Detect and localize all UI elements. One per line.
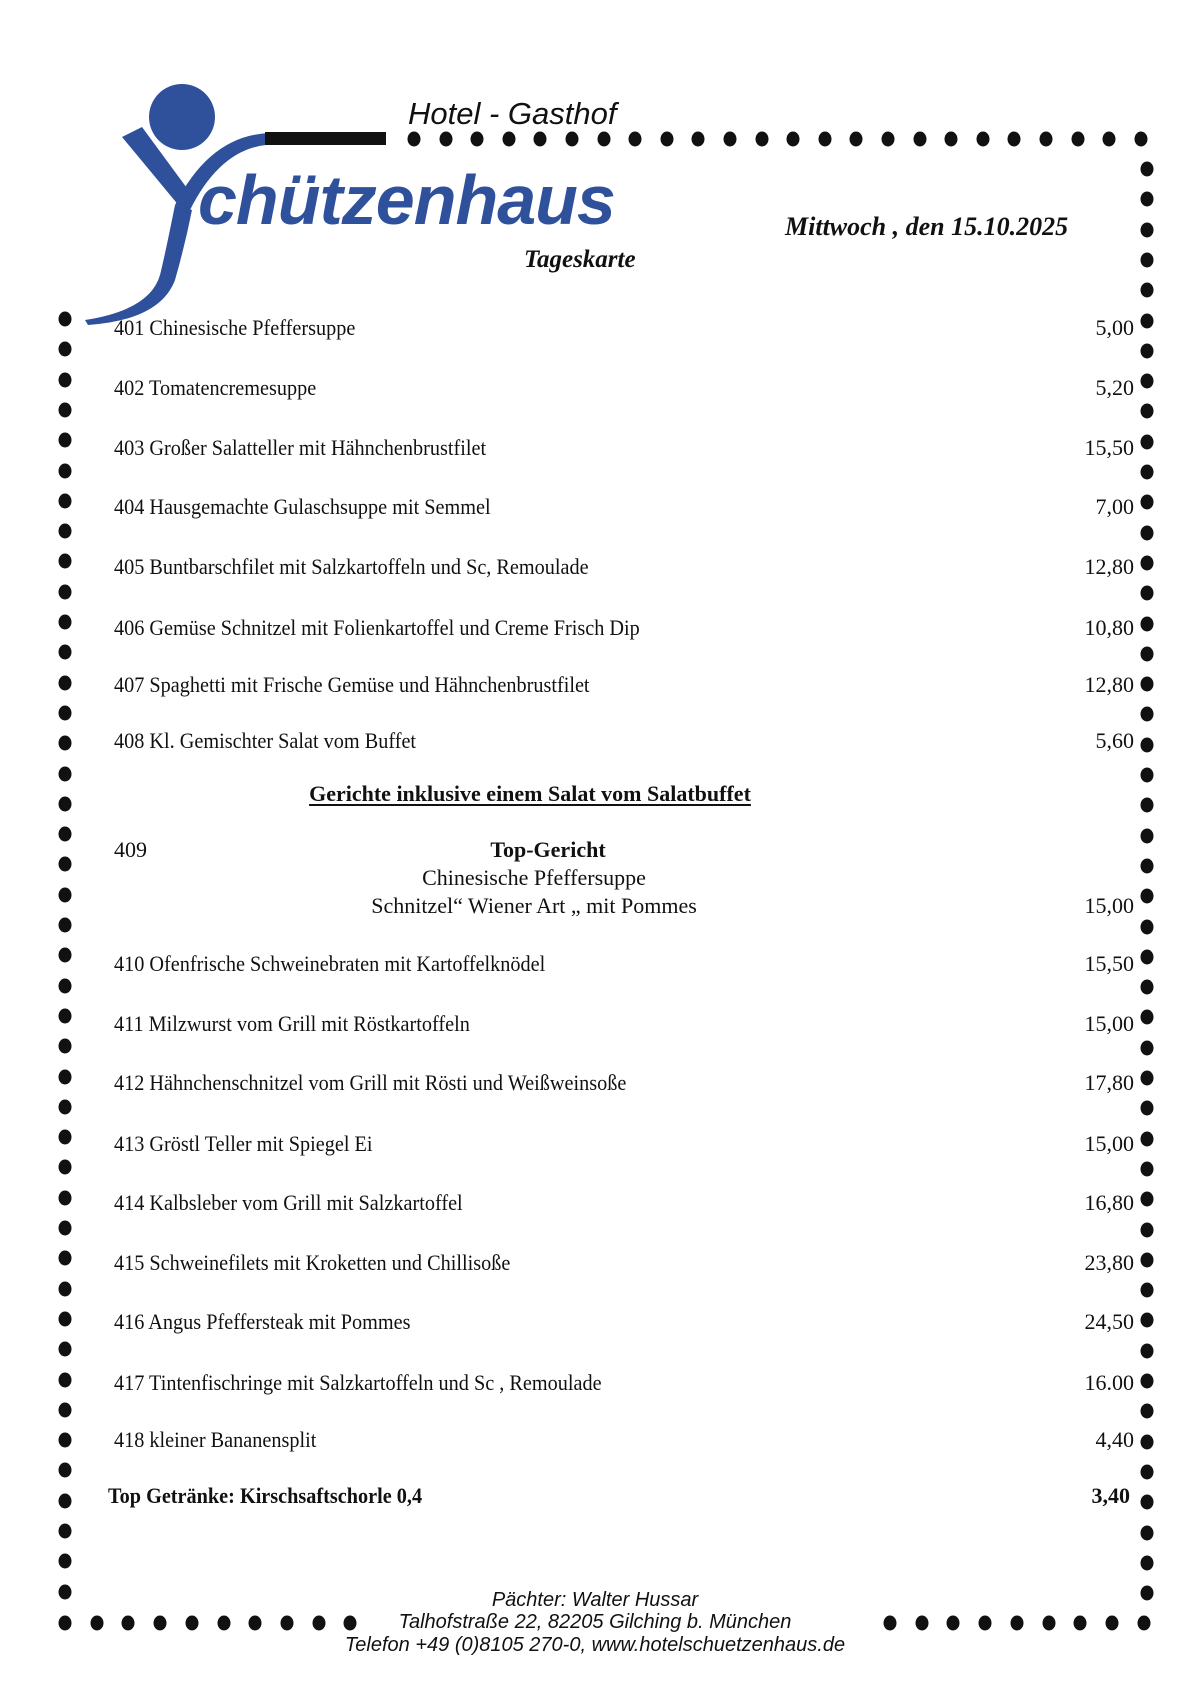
border-dot [59, 1221, 72, 1236]
menu-item-name: 416 Angus Pfeffersteak mit Pommes [114, 1309, 411, 1334]
border-dot [59, 1402, 72, 1417]
border-dot [59, 342, 72, 357]
menu-item-name: 405 Buntbarschfilet mit Salzkartoffeln und Sc, Remoulade [114, 554, 589, 579]
border-dot [1141, 1192, 1154, 1207]
border-dot [1141, 192, 1154, 207]
border-dot [1141, 162, 1154, 177]
menu-item-price: 24,50 [1084, 1309, 1134, 1334]
logo-brand: chützenhaus [198, 161, 615, 239]
border-dot [1141, 1525, 1154, 1540]
border-dot [1141, 343, 1154, 358]
border-dot [1141, 1040, 1154, 1055]
border-dot [1141, 1071, 1154, 1086]
border-dot [439, 132, 452, 147]
menu-item-name: 412 Hähnchenschnitzel vom Grill mit Rösti und Weißweinsoße [114, 1070, 627, 1095]
menu-item-price: 15,50 [1084, 435, 1134, 460]
border-dot [1141, 646, 1154, 661]
menu-item-price: 10,80 [1084, 615, 1134, 640]
border-dot [59, 433, 72, 448]
border-dot [1141, 404, 1154, 419]
border-dot [1103, 132, 1116, 147]
border-dot [471, 132, 484, 147]
border-dot [1141, 1495, 1154, 1510]
border-dot [1141, 1374, 1154, 1389]
border-dot [59, 1281, 72, 1296]
border-dot [59, 705, 72, 720]
menu-item-name: 403 Großer Salatteller mit Hähnchenbrustfilet [114, 435, 487, 460]
top-dish-title: Top-Gericht [490, 837, 606, 862]
border-dot [59, 584, 72, 599]
border-dot [566, 132, 579, 147]
border-dot [1141, 495, 1154, 510]
border-dot [913, 132, 926, 147]
border-dot [692, 132, 705, 147]
border-dot [850, 132, 863, 147]
border-dot [1141, 1434, 1154, 1449]
menu-item-price: 5,60 [1095, 728, 1134, 753]
menu-item-name: 406 Gemüse Schnitzel mit Folienkartoffel und Creme Frisch Dip [114, 615, 640, 640]
border-dot [1141, 1555, 1154, 1570]
border-dot [1141, 283, 1154, 298]
page-title: Tageskarte [524, 246, 636, 273]
menu-item-price: 16,80 [1084, 1190, 1134, 1215]
menu-item-price: 17,80 [1084, 1070, 1134, 1095]
border-dot [59, 1190, 72, 1205]
border-dot [1141, 828, 1154, 843]
border-dot [1141, 1252, 1154, 1267]
border-dot [1141, 858, 1154, 873]
border-dot [59, 1099, 72, 1114]
border-dot [1141, 889, 1154, 904]
border-dot [945, 132, 958, 147]
border-dot [882, 132, 895, 147]
border-dot [59, 1524, 72, 1539]
menu-item-name: 413 Gröstl Teller mit Spiegel Ei [114, 1131, 373, 1156]
border-dot [1141, 1283, 1154, 1298]
menu-item-name: 410 Ofenfrische Schweinebraten mit Kartoffelknödel [114, 951, 546, 976]
border-dot [59, 1039, 72, 1054]
border-dot [59, 312, 72, 327]
border-dot [1141, 707, 1154, 722]
border-dot [59, 1311, 72, 1326]
border-dot [1141, 465, 1154, 480]
menu-item-name: 408 Kl. Gemischter Salat vom Buffet [114, 728, 417, 753]
border-dot [1008, 132, 1021, 147]
top-dish-price: 15,00 [1084, 893, 1134, 918]
menu-item-name: 418 kleiner Bananensplit [114, 1427, 317, 1452]
border-dot [59, 1433, 72, 1448]
menu-item-price: 12,80 [1084, 554, 1134, 579]
border-dot [1141, 222, 1154, 237]
border-dot [1141, 1222, 1154, 1237]
border-dot [660, 132, 673, 147]
border-dot [1141, 798, 1154, 813]
border-dot [59, 978, 72, 993]
border-dot [534, 132, 547, 147]
menu-item-name: 401 Chinesische Pfeffersuppe [114, 315, 356, 340]
border-dot [1141, 374, 1154, 389]
border-dot [1141, 919, 1154, 934]
menu-item-price: 16.00 [1084, 1370, 1134, 1395]
border-dot [59, 493, 72, 508]
border-dot [59, 1160, 72, 1175]
border-dot [59, 918, 72, 933]
border-dot [59, 1463, 72, 1478]
border-dot [1141, 252, 1154, 267]
border-dot [1141, 768, 1154, 783]
border-dot [59, 675, 72, 690]
border-dot [1071, 132, 1084, 147]
menu-item-name: 415 Schweinefilets mit Kroketten und Chillisoße [114, 1250, 511, 1275]
menu-item-price: 15,00 [1084, 1011, 1134, 1036]
border-dot [59, 1069, 72, 1084]
border-dot [1141, 616, 1154, 631]
border-dot [1040, 132, 1053, 147]
top-dish-line2: Schnitzel“ Wiener Art „ mit Pommes [371, 893, 697, 918]
border-dot [502, 132, 515, 147]
menu-item-name: 404 Hausgemachte Gulaschsuppe mit Semmel [114, 494, 491, 519]
border-dot [1134, 132, 1147, 147]
border-dot [59, 766, 72, 781]
border-dot [1141, 1161, 1154, 1176]
border-dot [1141, 313, 1154, 328]
menu-item-price: 4,40 [1095, 1427, 1134, 1452]
border-dot [1141, 1131, 1154, 1146]
drink-name: Top Getränke: Kirschsaftschorle 0,4 [108, 1483, 423, 1508]
menu-item-price: 12,80 [1084, 672, 1134, 697]
border-dot [1141, 980, 1154, 995]
top-dish-line1: Chinesische Pfeffersuppe [422, 865, 646, 890]
menu-item-name: 411 Milzwurst vom Grill mit Röstkartoffeln [114, 1011, 470, 1036]
border-dot [1141, 434, 1154, 449]
footer-contact: Telefon +49 (0)8105 270-0, www.hotelschuetzenhaus.de [344, 1634, 846, 1656]
border-dot [597, 132, 610, 147]
border-dot [629, 132, 642, 147]
border-dot [818, 132, 831, 147]
footer-address: Talhofstraße 22, 82205 Gilching b. München [398, 1611, 792, 1633]
border-dot [59, 554, 72, 569]
footer-tenant: Pächter: Walter Hussar [491, 1589, 699, 1611]
border-dot [1141, 1343, 1154, 1358]
date: Mittwoch , den 15.10.2025 [785, 212, 1069, 241]
top-dish-number: 409 [114, 837, 147, 862]
menu-item-price: 5,20 [1095, 375, 1134, 400]
border-dot [59, 1372, 72, 1387]
border-dot [59, 1342, 72, 1357]
border-dot [59, 736, 72, 751]
border-dot [1141, 677, 1154, 692]
border-dot [59, 645, 72, 660]
border-dot [59, 1130, 72, 1145]
border-dot [59, 402, 72, 417]
border-dot [1141, 1404, 1154, 1419]
border-dot [59, 1554, 72, 1569]
menu-item-name: 407 Spaghetti mit Frische Gemüse und Hähnchenbrustfilet [114, 672, 590, 697]
menu-item-price: 15,00 [1084, 1131, 1134, 1156]
border-dot [1141, 586, 1154, 601]
border-dot [59, 372, 72, 387]
border-dot [59, 463, 72, 478]
border-dot [787, 132, 800, 147]
border-dot [724, 132, 737, 147]
menu-item-name: 414 Kalbsleber vom Grill mit Salzkartoffel [114, 1190, 463, 1215]
drink-price: 3,40 [1091, 1483, 1130, 1508]
menu-item-price: 7,00 [1095, 494, 1134, 519]
border-dot [59, 948, 72, 963]
logo-subtitle: Hotel - Gasthof [408, 96, 617, 131]
menu-item-name: 417 Tintenfischringe mit Salzkartoffeln und Sc , Remoulade [114, 1370, 602, 1395]
menu-item-name: 402 Tomatencremesuppe [114, 375, 317, 400]
border-dot [1141, 737, 1154, 752]
border-dot [59, 1493, 72, 1508]
border-dot [1141, 949, 1154, 964]
border-dot [1141, 555, 1154, 570]
border-dot [59, 615, 72, 630]
border-dot [1141, 1101, 1154, 1116]
border-dot [755, 132, 768, 147]
border-dot [1141, 1313, 1154, 1328]
border-dot [976, 132, 989, 147]
menu-item-price: 23,80 [1084, 1250, 1134, 1275]
border-dot [59, 1251, 72, 1266]
section-heading: Gerichte inklusive einem Salat vom Salatbuffet [309, 781, 751, 806]
border-dot [59, 524, 72, 539]
border-dot [1141, 525, 1154, 540]
menu-item-price: 5,00 [1095, 315, 1134, 340]
border-dot [59, 1008, 72, 1023]
border-dot [1141, 1010, 1154, 1025]
border-dot [1141, 1464, 1154, 1479]
menu-item-price: 15,50 [1084, 951, 1134, 976]
